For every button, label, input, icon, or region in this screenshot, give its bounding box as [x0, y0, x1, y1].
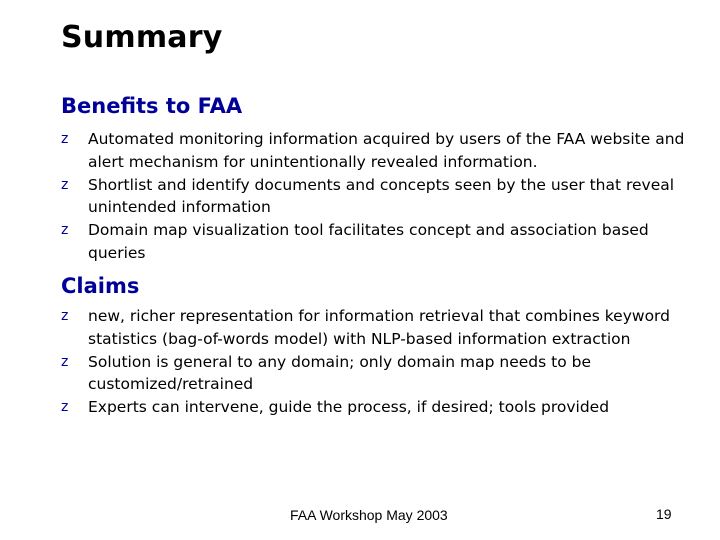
- bullet-marker-icon: z: [61, 308, 69, 324]
- benefit-item-text: Automated monitoring information acquired by users of the FAA website and alert mechanism for unintentionally revealed information.: [88, 130, 685, 171]
- claim-item: [61, 396, 701, 419]
- claim-item: [61, 305, 701, 350]
- bullet-marker-icon: z: [61, 353, 69, 370]
- claims-list: [61, 305, 701, 419]
- benefits-list: [61, 128, 701, 265]
- claim-item-text: Solution is general to any domain; only domain map needs to be customized/retrained: [88, 352, 591, 393]
- claim-item-text: new, richer representation for information retrieval that combines keyword statistics (bag-of-words model) with NLP-based information extraction: [88, 307, 670, 348]
- page-number: 19: [656, 506, 672, 522]
- bullet-marker-icon: z: [61, 222, 69, 238]
- bullet-marker-icon: z: [61, 131, 69, 147]
- benefit-item: [61, 174, 701, 219]
- benefit-item: [61, 219, 701, 264]
- footer-text: FAA Workshop May 2003: [290, 507, 448, 523]
- claim-item-text: Experts can intervene, guide the process, if desired; tools provided: [88, 398, 610, 416]
- benefits-heading: Benefits to FAA: [61, 94, 243, 118]
- bullet-marker-icon: z: [61, 399, 69, 415]
- claims-heading: Claims: [61, 274, 140, 298]
- slide-title: Summary: [61, 20, 223, 55]
- benefit-item-text: Domain map visualization tool facilitates concept and association based queries: [88, 221, 649, 262]
- bullet-marker-icon: z: [61, 176, 69, 193]
- benefit-item-text: Shortlist and identify documents and concepts seen by the user that reveal unintended information: [88, 175, 675, 216]
- claim-item: [61, 351, 701, 396]
- benefit-item: [61, 128, 701, 173]
